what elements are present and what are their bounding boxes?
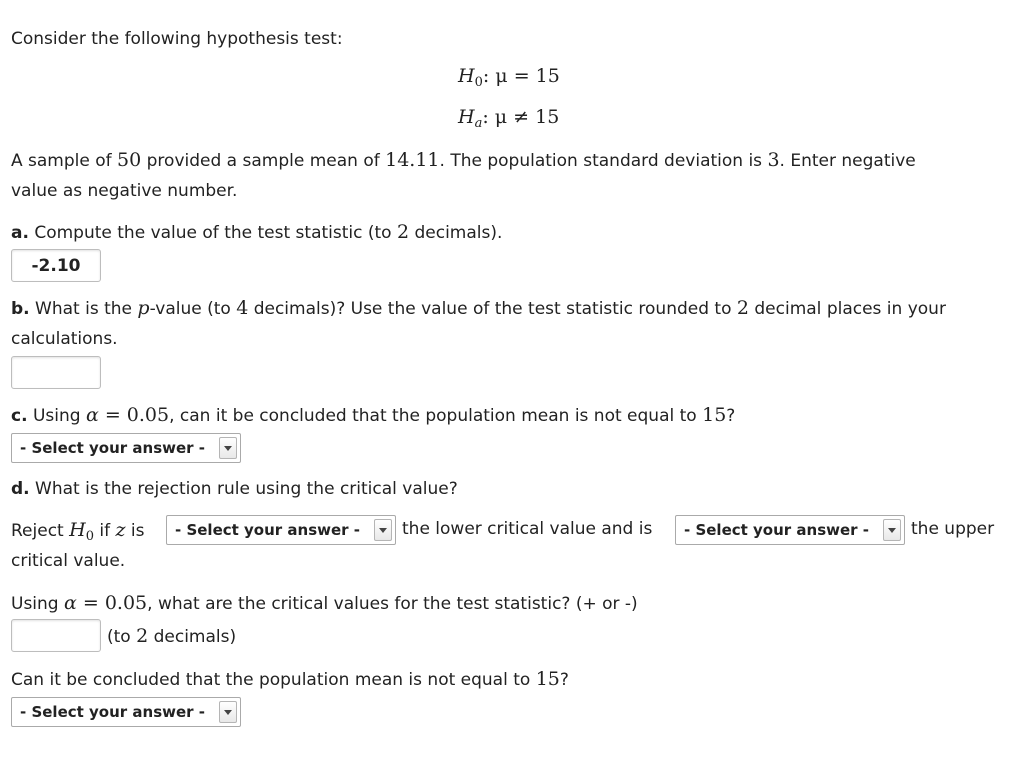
part-c-question: c. Using α = 0.05, can it be concluded that the population mean is not equal to 15? <box>11 404 736 426</box>
reject-rule-text-start: Reject $H_0$ if z is <box>11 519 145 544</box>
select-value: - Select your answer - <box>175 521 361 539</box>
dropdown-arrow-icon[interactable] <box>219 701 237 723</box>
sample-description: A sample of 50 provided a sample mean of 14.11. The population standard deviation is 3. Enter negative <box>11 149 916 171</box>
null-hypothesis: $H_0$: μ = 15 <box>458 65 560 90</box>
critical-values-question: Using α = 0.05, what are the critical values for the test statistic? (+ or -) <box>11 592 638 614</box>
upper-critical-select[interactable] <box>675 515 905 545</box>
dropdown-arrow-icon[interactable] <box>883 519 901 541</box>
dropdown-arrow-icon[interactable] <box>374 519 392 541</box>
part-c-answer-select[interactable] <box>11 433 241 463</box>
p-value-input[interactable] <box>11 356 101 389</box>
reject-rule-text-end: the upper <box>911 519 995 539</box>
intro-text: Consider the following hypothesis test: <box>11 29 343 49</box>
critical-value-input[interactable] <box>11 619 101 652</box>
part-d-question: d. What is the rejection rule using the critical value? <box>11 479 458 499</box>
conclusion-answer-select[interactable] <box>11 697 241 727</box>
part-b-question: b. What is the p-value (to 4 decimals)? Use the value of the test statistic rounded to 2 decimal places in your <box>11 297 946 319</box>
alternative-hypothesis: $H_a$: μ ≠ 15 <box>458 106 560 131</box>
reject-rule-text-middle: the lower critical value and is <box>402 519 653 539</box>
select-value: - Select your answer - <box>20 703 206 721</box>
select-value: - Select your answer - <box>20 439 206 457</box>
test-statistic-answer[interactable]: -2.10 <box>11 249 101 282</box>
part-b-question-line2: calculations. <box>11 329 118 349</box>
select-value: - Select your answer - <box>684 521 870 539</box>
critical-values-decimals-note: (to 2 decimals) <box>107 625 237 647</box>
dropdown-arrow-icon[interactable] <box>219 437 237 459</box>
sample-description-line2: value as negative number. <box>11 181 238 201</box>
reject-rule-line2: critical value. <box>11 551 126 571</box>
conclusion-question: Can it be concluded that the population mean is not equal to 15? <box>11 668 569 690</box>
lower-critical-select[interactable] <box>166 515 396 545</box>
part-a-question: a. Compute the value of the test statistic (to 2 decimals). <box>11 221 503 243</box>
